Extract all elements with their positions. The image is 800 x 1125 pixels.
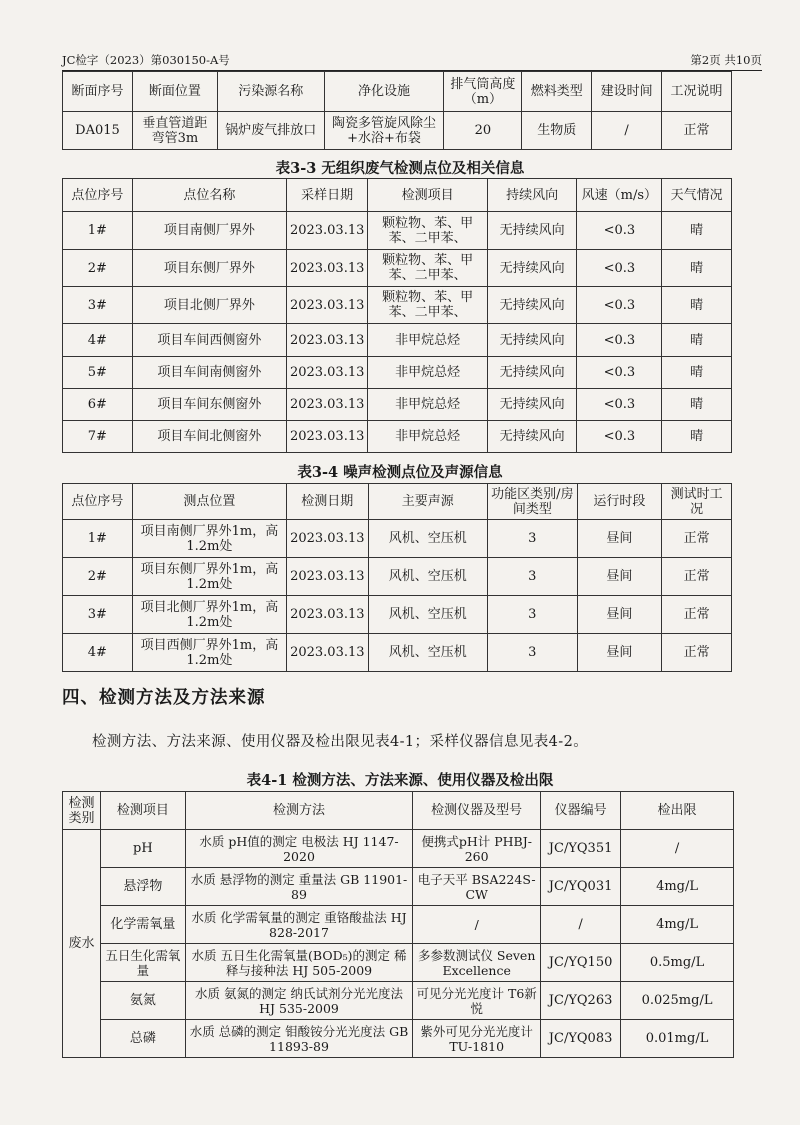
table-cell: 项目东侧厂界外1m，高1.2m处 bbox=[132, 558, 286, 596]
header-cell: 主要声源 bbox=[368, 484, 488, 520]
header-cell: 燃料类型 bbox=[522, 72, 592, 112]
table-cell: 0.025mg/L bbox=[621, 982, 734, 1020]
table-cell: 项目西侧厂界外1m，高1.2m处 bbox=[132, 634, 286, 672]
table-row bbox=[63, 324, 732, 357]
table-cell: 无持续风向 bbox=[487, 324, 577, 357]
table-cell: 晴 bbox=[662, 357, 732, 389]
table-cell: 风机、空压机 bbox=[368, 520, 488, 558]
table-cell: 水质 五日生化需氧量(BOD₅)的测定 稀释与接种法 HJ 505-2009 bbox=[185, 944, 412, 982]
table-row bbox=[63, 906, 734, 944]
table-row bbox=[63, 212, 732, 250]
table-cell: 水质 氨氮的测定 纳氏试剂分光光度法 HJ 535-2009 bbox=[185, 982, 412, 1020]
table-4-1-caption: 表4-1 检测方法、方法来源、使用仪器及检出限 bbox=[246, 772, 554, 789]
table-cell: 项目北侧厂界外 bbox=[132, 287, 286, 324]
table-cell: 水质 总磷的测定 钼酸铵分光光度法 GB 11893-89 bbox=[185, 1020, 412, 1058]
table-cell: 项目车间西侧窗外 bbox=[132, 324, 286, 357]
table-cell: JC/YQ263 bbox=[541, 982, 621, 1020]
header-cell: 检测仪器及型号 bbox=[413, 792, 541, 830]
table-cell: 晴 bbox=[662, 389, 732, 421]
table-cell: JC/YQ083 bbox=[541, 1020, 621, 1058]
table-cell: 2023.03.13 bbox=[286, 421, 367, 453]
table-cell: DA015 bbox=[63, 112, 133, 150]
section-heading: 四、检测方法及方法来源 bbox=[62, 688, 266, 708]
table-cell: / bbox=[413, 906, 541, 944]
table-row bbox=[63, 982, 734, 1020]
table-cell: <0.3 bbox=[577, 212, 662, 250]
table-cell: 项目南侧厂界外 bbox=[132, 212, 286, 250]
table-row bbox=[63, 1020, 734, 1058]
table-cell: 陶瓷多管旋风除尘+水浴+布袋 bbox=[324, 112, 444, 150]
table-cell: 0.5mg/L bbox=[621, 944, 734, 982]
table-cell: 五日生化需氧量 bbox=[100, 944, 185, 982]
header-cell: 采样日期 bbox=[286, 179, 367, 212]
table-row bbox=[63, 389, 732, 421]
table-3-3 bbox=[62, 178, 732, 453]
table-cell: 晴 bbox=[662, 250, 732, 287]
header-cell: 建设时间 bbox=[592, 72, 662, 112]
table-cell: 昼间 bbox=[577, 520, 662, 558]
table-cell: 非甲烷总烃 bbox=[368, 357, 487, 389]
table-cell: pH bbox=[100, 830, 185, 868]
table-cell: 项目东侧厂界外 bbox=[132, 250, 286, 287]
table-cell: <0.3 bbox=[577, 250, 662, 287]
table-cell: 总磷 bbox=[100, 1020, 185, 1058]
table-cell: JC/YQ150 bbox=[541, 944, 621, 982]
table-cell: 非甲烷总烃 bbox=[368, 421, 487, 453]
header-cell: 仪器编号 bbox=[541, 792, 621, 830]
table-row bbox=[63, 250, 732, 287]
table-cell: <0.3 bbox=[577, 324, 662, 357]
header-cell: 检测类别 bbox=[63, 792, 101, 830]
page-header bbox=[62, 50, 762, 71]
table-cell: 锅炉废气排放口 bbox=[217, 112, 324, 150]
table-cell: <0.3 bbox=[577, 389, 662, 421]
table-cell: 7# bbox=[63, 421, 133, 453]
table-cell: 风机、空压机 bbox=[368, 634, 488, 672]
table-3-4-caption: 表3-4 噪声检测点位及声源信息 bbox=[297, 464, 503, 481]
table-cell: 项目北侧厂界外1m，高1.2m处 bbox=[132, 596, 286, 634]
table-cell: 项目车间东侧窗外 bbox=[132, 389, 286, 421]
table-cell: 水质 化学需氧量的测定 重铬酸盐法 HJ 828-2017 bbox=[185, 906, 412, 944]
table-cell: 3# bbox=[63, 287, 133, 324]
table-cell: 项目车间南侧窗外 bbox=[132, 357, 286, 389]
table-4-1 bbox=[62, 791, 734, 1058]
table-cell: / bbox=[592, 112, 662, 150]
table-cell: 1# bbox=[63, 212, 133, 250]
table-cell: 昼间 bbox=[577, 634, 662, 672]
table-cell: 昼间 bbox=[577, 558, 662, 596]
header-cell: 检测方法 bbox=[185, 792, 412, 830]
table-cell: 紫外可见分光光度计 TU-1810 bbox=[413, 1020, 541, 1058]
table-cell: 多参数测试仪 Seven Excellence bbox=[413, 944, 541, 982]
table-cell: 项目车间北侧窗外 bbox=[132, 421, 286, 453]
table-cell: 4mg/L bbox=[621, 868, 734, 906]
table-cell: 水质 pH值的测定 电极法 HJ 1147-2020 bbox=[185, 830, 412, 868]
table-cell: 正常 bbox=[662, 596, 732, 634]
table-cell: 6# bbox=[63, 389, 133, 421]
header-cell: 净化设施 bbox=[324, 72, 444, 112]
table-cell: 风机、空压机 bbox=[368, 596, 488, 634]
table-cell: JC/YQ031 bbox=[541, 868, 621, 906]
table-cell: 可见分光光度计 T6新悦 bbox=[413, 982, 541, 1020]
table-cell: 3 bbox=[488, 634, 578, 672]
table-cell: 2023.03.13 bbox=[286, 287, 367, 324]
table-cell: 便携式pH计 PHBJ-260 bbox=[413, 830, 541, 868]
header-cell: 点位名称 bbox=[132, 179, 286, 212]
table-cell: 昼间 bbox=[577, 596, 662, 634]
table-cell: 氨氮 bbox=[100, 982, 185, 1020]
table-row bbox=[63, 520, 732, 558]
table-cell: <0.3 bbox=[577, 357, 662, 389]
header-cell: 点位序号 bbox=[63, 484, 133, 520]
table-row bbox=[63, 558, 732, 596]
table-cell: 水质 悬浮物的测定 重量法 GB 11901-89 bbox=[185, 868, 412, 906]
header-cell: 排气筒高度（m） bbox=[444, 72, 522, 112]
header-cell: 断面序号 bbox=[63, 72, 133, 112]
table-cell: 颗粒物、苯、甲苯、二甲苯、 bbox=[368, 287, 487, 324]
table-row bbox=[63, 287, 732, 324]
table-row bbox=[63, 634, 732, 672]
header-cell: 工况说明 bbox=[662, 72, 732, 112]
header-cell: 持续风向 bbox=[487, 179, 577, 212]
table-cell: 晴 bbox=[662, 287, 732, 324]
table-cell: 化学需氧量 bbox=[100, 906, 185, 944]
table-cell: 正常 bbox=[662, 520, 732, 558]
table-cell: 4mg/L bbox=[621, 906, 734, 944]
table-cell: 无持续风向 bbox=[487, 212, 577, 250]
table-cell: 2023.03.13 bbox=[287, 558, 368, 596]
table-cell: <0.3 bbox=[577, 287, 662, 324]
table-row bbox=[63, 596, 732, 634]
table-cell: JC/YQ351 bbox=[541, 830, 621, 868]
report-number: JC检字（2023）第030150-A号 bbox=[62, 53, 230, 67]
table-cell: 3 bbox=[488, 558, 578, 596]
table-cell: 3 bbox=[488, 520, 578, 558]
table-row bbox=[63, 868, 734, 906]
table-cell: 正常 bbox=[662, 634, 732, 672]
table-cell: 2023.03.13 bbox=[286, 250, 367, 287]
table-cell: 垂直管道距弯管3m bbox=[132, 112, 217, 150]
table-cell: 正常 bbox=[662, 558, 732, 596]
table-cell: / bbox=[621, 830, 734, 868]
header-cell: 功能区类别/房间类型 bbox=[488, 484, 578, 520]
header-cell: 检出限 bbox=[621, 792, 734, 830]
table-row bbox=[63, 944, 734, 982]
table-cell: 2023.03.13 bbox=[287, 520, 368, 558]
header-cell: 测试时工况 bbox=[662, 484, 732, 520]
table-cell: 2# bbox=[63, 558, 133, 596]
header-cell: 测点位置 bbox=[132, 484, 286, 520]
header-cell: 检测项目 bbox=[368, 179, 487, 212]
table-cell: 1# bbox=[63, 520, 133, 558]
table-cell: 2023.03.13 bbox=[287, 596, 368, 634]
table-cell: 颗粒物、苯、甲苯、二甲苯、 bbox=[368, 250, 487, 287]
table-cell: 生物质 bbox=[522, 112, 592, 150]
table-cell: 晴 bbox=[662, 212, 732, 250]
table-cell: 2023.03.13 bbox=[287, 634, 368, 672]
header-cell: 污染源名称 bbox=[217, 72, 324, 112]
table-cell: 晴 bbox=[662, 324, 732, 357]
table-cell: <0.3 bbox=[577, 421, 662, 453]
section-paragraph: 检测方法、方法来源、使用仪器及检出限见表4-1；采样仪器信息见表4-2。 bbox=[92, 734, 589, 750]
table-cell: 项目南侧厂界外1m，高1.2m处 bbox=[132, 520, 286, 558]
table-cell: 晴 bbox=[662, 421, 732, 453]
table-cell: 正常 bbox=[662, 112, 732, 150]
table-cell: 5# bbox=[63, 357, 133, 389]
table-cell: 无持续风向 bbox=[487, 421, 577, 453]
table-cell: 0.01mg/L bbox=[621, 1020, 734, 1058]
table-cell: 非甲烷总烃 bbox=[368, 324, 487, 357]
table-cell: 2023.03.13 bbox=[286, 324, 367, 357]
table-cell: 悬浮物 bbox=[100, 868, 185, 906]
header-cell: 风速（m/s） bbox=[577, 179, 662, 212]
table-3-3-caption: 表3-3 无组织废气检测点位及相关信息 bbox=[275, 160, 525, 177]
table-row bbox=[63, 830, 734, 868]
table-cell: / bbox=[541, 906, 621, 944]
header-cell: 检测项目 bbox=[100, 792, 185, 830]
table-row bbox=[63, 357, 732, 389]
table-cell: 无持续风向 bbox=[487, 287, 577, 324]
table-cell: 2# bbox=[63, 250, 133, 287]
table-cell: 4# bbox=[63, 324, 133, 357]
category-cell: 废水 bbox=[63, 830, 101, 1058]
page-number: 第2页 共10页 bbox=[690, 53, 762, 67]
table-cell: 无持续风向 bbox=[487, 357, 577, 389]
header-cell: 运行时段 bbox=[577, 484, 662, 520]
header-cell: 点位序号 bbox=[63, 179, 133, 212]
table-cell: 4# bbox=[63, 634, 133, 672]
table-cell: 风机、空压机 bbox=[368, 558, 488, 596]
table-cell: 20 bbox=[444, 112, 522, 150]
table-cell: 2023.03.13 bbox=[286, 389, 367, 421]
table-cell: 颗粒物、苯、甲苯、二甲苯、 bbox=[368, 212, 487, 250]
table-row bbox=[63, 421, 732, 453]
table-3-4 bbox=[62, 483, 732, 672]
table-cell: 3 bbox=[488, 596, 578, 634]
table-cell: 无持续风向 bbox=[487, 389, 577, 421]
table-3-2 bbox=[62, 71, 732, 150]
table-cell: 2023.03.13 bbox=[286, 212, 367, 250]
header-cell: 检测日期 bbox=[287, 484, 368, 520]
table-cell: 非甲烷总烃 bbox=[368, 389, 487, 421]
table-cell: 3# bbox=[63, 596, 133, 634]
table-cell: 2023.03.13 bbox=[286, 357, 367, 389]
table-cell: 无持续风向 bbox=[487, 250, 577, 287]
header-cell: 天气情况 bbox=[662, 179, 732, 212]
header-cell: 断面位置 bbox=[132, 72, 217, 112]
table-cell: 电子天平 BSA224S-CW bbox=[413, 868, 541, 906]
